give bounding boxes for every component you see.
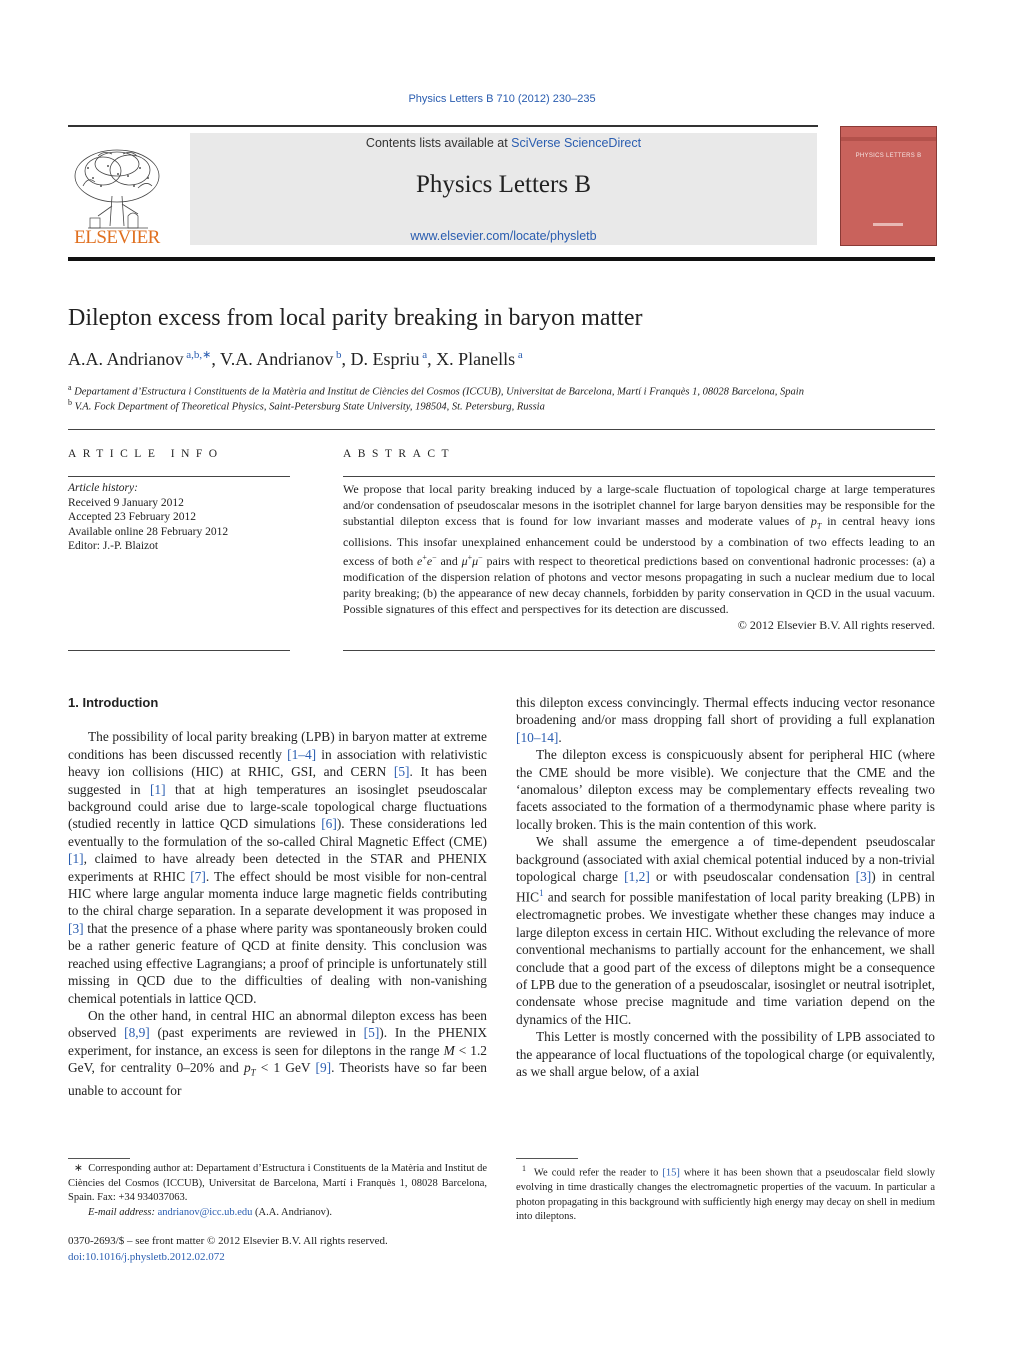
journal-citation[interactable]: Physics Letters B 710 (2012) 230–235: [408, 93, 596, 105]
reference-link[interactable]: [1]: [149, 781, 166, 797]
reference-link[interactable]: [10–14]: [516, 729, 559, 745]
abstract-text: We propose that local parity breaking induced by a large-scale fluctuation of topological charge at large temperatures and/or condensation of pseudoscalar mesons in the isotriplet channel for large baryon densities may be responsible for the substantial dilepton excess that is found for low invariant masses and moderate values of $p_T$ in central heavy ions collisions. This insofar unexplained enhancement could be understood by a combination of two effects leading to an excess of both e+e− and μ+μ− pairs with respect to theoretical predictions based on conventional hadronic processes: (a) a modification of the dispersion relation of photons and vector mesons propagating in such a nuclear medium due to local parity breaking; (b) the appearance of new decay channels, forbidden by parity conservation in QCD in the usual vacuum. Possible signatures of this effect and perspectives for its detection are discussed. © 2012 Elsevier B.V. All rights reserved.: [343, 482, 935, 633]
article-info: [68, 481, 290, 554]
author-affil-sup[interactable]: a: [422, 349, 428, 361]
reference-link[interactable]: [15]: [662, 1167, 680, 1179]
paragraph: This Letter is mostly concerned with the possibility of LPB associated to the appearance of local fluctuations of the topological charge (or equivalently, as we shall argue below, of a axial: [516, 1029, 935, 1079]
abstract-bottom-rule: [343, 650, 935, 651]
editor: Editor: J.-P. Blaizot: [68, 540, 159, 553]
cover-strip: [841, 137, 936, 141]
contents-line: Contents lists available at SciVerse ScienceDirect: [365, 136, 642, 150]
article-info-bottom-rule: [68, 650, 290, 651]
reference-link[interactable]: [1]: [68, 851, 84, 867]
online-date: Available online 28 February 2012: [68, 525, 229, 538]
paragraph: The possibility of local parity breaking (LPB) in baryon matter at extreme conditions has been discussed recently [1–4] in association with relativistic heavy ion collisions (HIC) at RHIC, GSI, and CERN [5]. It has been suggested in [1] that at high temperatures an isosinglet pseudoscalar background could arise due to large-scale topological charge fluctuations (studied recently in lattice QCD simulations [6]). These considerations led eventually to the formulation of the so-called Chiral Magnetic Effect (CME) [1], claimed to have already been detected in the STAR and PHENIX experiments at RHIC [7]. The effect should be most visible for non-central HIC where large angular momenta induce large magnetic fields contributing to the chiral charge separation. In a separate development it was proposed in [3] that the presence of a phase where parity was spontaneously broken could be a rather generic feature of QCD at finite density. This conclusion was reached using effective Lagrangians; a proof of principle is unfortunately still missing in QCD due to the difficulties of dealing with non-vanishing chemical potentials in lattice QCD.: [68, 729, 488, 1006]
footnote-marker[interactable]: 1: [539, 888, 544, 899]
cover-title: PHYSICS LETTERS B: [855, 153, 922, 159]
article-title: Dilepton excess from local parity breaking in baryon matter: [68, 305, 643, 331]
reference-link[interactable]: [5]: [393, 764, 410, 780]
sciencedirect-link[interactable]: SciVerse ScienceDirect: [511, 136, 642, 150]
paragraph: this dilepton excess convincingly. Thermal effects inducing vector resonance broadening and/or mass dropping fall short of providing a full explanation [10–14].: [516, 695, 935, 745]
received-date: Received 9 January 2012: [68, 496, 184, 509]
journal-url-link[interactable]: www.elsevier.com/locate/physletb: [410, 229, 597, 243]
accepted-date: Accepted 23 February 2012: [68, 511, 197, 524]
article-info-rule: [68, 476, 290, 477]
email-link[interactable]: andrianov@icc.ub.edu: [157, 1206, 253, 1218]
journal-cover-thumbnail[interactable]: [840, 126, 937, 246]
front-matter: [68, 1234, 388, 1265]
abstract-copyright: © 2012 Elsevier B.V. All rights reserved.: [737, 618, 935, 633]
doi-link[interactable]: doi:10.1016/j.physletb.2012.02.072: [68, 1250, 225, 1263]
corresponding-author-footnote: ∗ Corresponding author at: Departament d’Estructura i Constituents de la Matèria and Institut de Ciències del Cosmos (ICCUB), Universitat de Barcelona, Martí i Franquès 1, 08028 Barcelona, Spain. Fax: +34 934037063. E-mail address: andrianov@icc.ub.edu (A.A. Andrianov).: [68, 1163, 487, 1218]
footnote-1: $^1$ We could refer the reader to [15] where it has been shown that a pseudoscalar field slowly evolving in time drastically changes the electromagnetic properties of the vacuum. In particular a photon propagating in this background with sufficiently high energy may decay on shell in medium into dileptons.: [516, 1164, 935, 1223]
reference-link[interactable]: [9]: [315, 1060, 332, 1076]
header-thick-rule: [68, 257, 935, 261]
journal-name: Physics Letters B: [416, 171, 591, 198]
issn-line: 0370-2693/$ – see front matter © 2012 Elsevier B.V. All rights reserved.: [68, 1235, 388, 1247]
elsevier-wordmark: ELSEVIER: [74, 227, 160, 248]
reference-link[interactable]: [6]: [321, 816, 337, 832]
body-column-left: [68, 694, 487, 1100]
cover-bar: [873, 223, 903, 226]
reference-link[interactable]: [7]: [190, 868, 206, 884]
reference-link[interactable]: [8,9]: [124, 1025, 150, 1041]
footnote-rule-right: [516, 1158, 578, 1159]
footnote-rule-left: [68, 1158, 130, 1159]
author-name[interactable]: X. Planells: [436, 349, 516, 369]
author-name[interactable]: V.A. Andrianov: [220, 349, 334, 369]
affiliation-rule: [68, 429, 935, 430]
author-affil-sup[interactable]: a,b,∗: [186, 349, 212, 361]
section-title: 1. Introduction: [68, 695, 159, 710]
paragraph: The dilepton excess is conspicuously absent for peripheral HIC (where the CME should be more visible). We conjecture that the CME and the ‘anomalous’ dilepton excess may be complementary effects revealing two facets associated to the formation of a thermodynamic phase where parity is locally broken. This is the main contention of this work.: [516, 747, 935, 832]
author-affil-sup[interactable]: b: [335, 349, 342, 361]
author-name[interactable]: D. Espriu: [350, 349, 420, 369]
reference-link[interactable]: [5]: [363, 1025, 380, 1041]
reference-link[interactable]: [3]: [855, 869, 872, 885]
journal-banner: [190, 133, 817, 245]
paragraph: We shall assume the emergence a of time-dependent pseudoscalar background (associated with axial chemical potential induced by a non-trivial topological charge [1,2] or with pseudoscalar condensation [3]) in central HIC$^1$ and search for possible manifestation of local parity breaking (LPB) in electromagnetic probes. We investigate whether these changes may induce a large dilepton excess in certain HIC. Without excluding the relevance of more conventional mechanisms to partially account for the enhancement, we shall conclude that a good part of the excess of dileptons might be a consequence of LPB due to the generation of a pseudoscalar, isosinglet or neutral isotriplet, condensate whose precise magnitude and time variation depend on the dynamics of the HIC.: [516, 834, 935, 1027]
body-column-right: [516, 694, 935, 1080]
reference-link[interactable]: [1–4]: [287, 746, 317, 762]
reference-link[interactable]: [3]: [68, 920, 84, 936]
abstract-heading: ABSTRACT: [343, 448, 456, 460]
author-affil-sup[interactable]: a: [517, 349, 523, 361]
abstract-rule: [343, 476, 935, 477]
author-name[interactable]: A.A. Andrianov: [68, 349, 184, 369]
article-info-heading: ARTICLE INFO: [68, 448, 224, 460]
paragraph: On the other hand, in central HIC an abnormal dilepton excess has been observed [8,9] (past experiments are reviewed in [5]). In the PHENIX experiment, for instance, an excess is seen for dileptons in the range M < 1.2 GeV, for centrality 0–20% and $p_T < 1$ GeV [9]. Theorists have so far been unable to account for: [68, 1007, 488, 1099]
history-label: Article history:: [68, 482, 138, 494]
affiliation-b: $^b$ V.A. Fock Department of Theoretical Physics, Saint-Petersburg State University, 198504, St. Petersburg, Russia: [68, 398, 545, 413]
affiliation-a: $^a$ Departament d’Estructura i Constituents de la Matèria and Institut de Ciències del Cosmos (ICCUB), Universitat de Barcelona, Martí i Franquès 1, 08028 Barcelona, Spain: [68, 383, 804, 398]
author-list: A.A. Andrianov $^{a,b,∗}$, V.A. Andrianov $^b$, D. Espriu $^a$, X. Planells $^a$: [68, 349, 523, 369]
header-rule: [68, 125, 818, 127]
reference-link[interactable]: [1,2]: [624, 869, 650, 885]
